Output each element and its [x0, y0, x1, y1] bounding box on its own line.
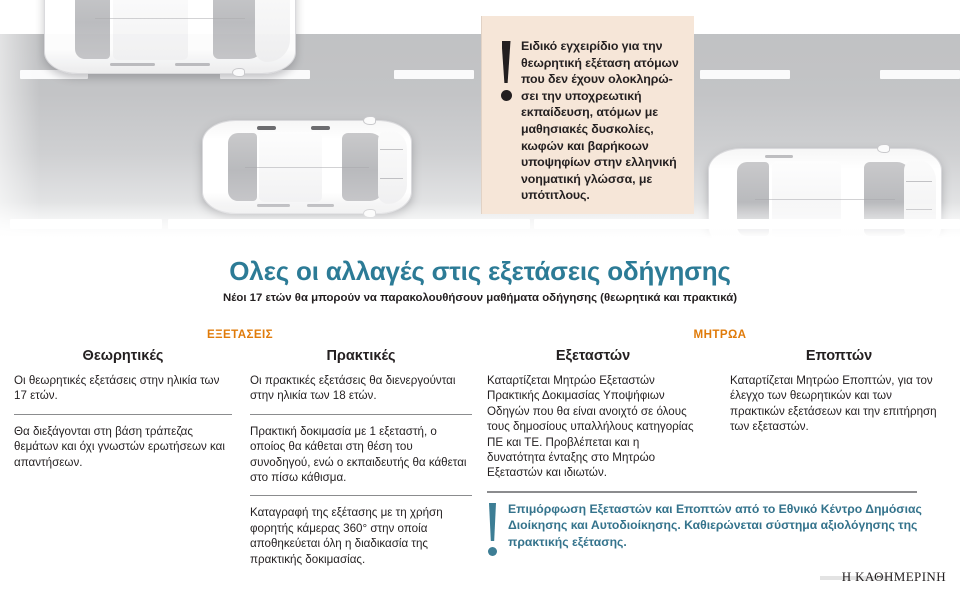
training-callout [487, 501, 927, 556]
car-center-line [245, 167, 370, 168]
exclamation-icon [500, 38, 512, 204]
exclamation-icon [487, 501, 498, 556]
car-door-line [110, 63, 155, 66]
hero-road-illustration [0, 0, 960, 248]
car-hood-line [380, 178, 403, 179]
car-mirror [877, 144, 890, 153]
car-door-line [175, 63, 210, 66]
column-body-examiners [487, 373, 699, 481]
divider [250, 495, 472, 496]
column-body-supervisors [730, 373, 948, 435]
section-label-exams: ΕΞΕΤΑΣΕΙΣ [207, 328, 273, 341]
page-subtitle: Νέοι 17 ετών θα μπορούν να παρακολουθήσουν μαθήματα οδήγησης (θεωρητικά και πρακτικά) [223, 292, 737, 304]
car-hood [255, 0, 290, 62]
car-mirror [232, 68, 245, 77]
page-title: Ολες οι αλλαγές στις εξετάσεις οδήγησης [229, 256, 731, 286]
paragraph: Πρακτική δοκιμασία με 1 εξεταστή, ο οποίος θα κάθεται στη θέση του συνοδηγού, ενώ ο εκπαιδευτής θα κάθεται στο πίσω κάθισμα. [250, 424, 467, 485]
publisher-brand: Η ΚΑΘΗΜΕΡΙΝΗ [841, 569, 946, 584]
car-mirror [363, 116, 376, 125]
training-callout-text: Επιμόρφωση Εξεταστών και Εποπτών από το Εθνικό Κέντρο Δημόσιας Διοίκησης και Αυτοδιοίκησης. Καθιερώνεται σύστημα αξιολόγησης της πρακτικής εξέτασης. [508, 502, 922, 549]
paragraph: Θα διεξάγονται στη βάση τράπεζας θεμάτων και όχι γνωστών ερωτήσεων και απαντήσεων. [14, 424, 225, 469]
road-bottom-fade [0, 202, 960, 248]
lane-dash [880, 70, 960, 79]
car-roof-rail [257, 126, 276, 130]
car-center-line [755, 199, 894, 200]
divider [250, 414, 472, 415]
paragraph: Οι πρακτικές εξετάσεις θα διενεργούνται στην ηλικία των 18 ετών. [250, 374, 456, 403]
car-rear-window [75, 0, 110, 59]
paragraph: Καταρτίζεται Μητρώο Εποπτών, για τον έλεγχο των θεωρητικών και των πρακτικών εξετάσεων και την επιτήρηση των εξεταστών. [730, 374, 937, 434]
column-title-theoretical: Θεωρητικές [82, 348, 164, 364]
column-practical [250, 348, 472, 567]
teal-callout-divider [487, 491, 917, 493]
car-center-line [95, 18, 245, 19]
paragraph: Καταρτίζεται Μητρώο Εξεταστών Πρακτικής Δοκιμασίας Υποψήφιων Οδηγών που θα είναι ανοιχτό σε όλους τους δημοσίους υπαλλήλους κατηγορίας ΠΕ και ΤΕ. Προβλέπεται και η δυνατότητα ένταξης στο Μητρώο Εξεταστών και ιδιωτών. [487, 374, 694, 480]
column-theoretical [14, 348, 232, 470]
column-title-supervisors: Εποπτών [805, 348, 873, 364]
special-manual-callout-text: Ειδικό εγχειρίδιο για την θεωρητική εξέταση ατόμων που δεν έχουν ολοκληρώσει την υποχρεωτική εκπαίδευση, ατόμων με μαθησιακές δυσκολίες, κωφών και βαρήκοων υποψηφίων στην ελληνική νοηματική γλώσσα, με υπότιτλους. [521, 39, 679, 203]
column-title-examiners: Εξεταστών [555, 348, 631, 364]
car-hood-line [906, 181, 932, 182]
car-hood-line [380, 149, 403, 150]
column-body-practical [250, 373, 472, 567]
car-center [202, 120, 412, 214]
paragraph: Καταγραφή της εξέτασης με τη χρήση φορητής κάμερας 360° στην οποία αποθηκεύεται όλη η διαδικασία της πρακτικής δοκιμασίας. [250, 506, 443, 566]
column-supervisors [730, 348, 948, 435]
special-manual-callout [482, 16, 694, 214]
car-hood [378, 130, 407, 204]
column-title-practical: Πρακτικές [326, 348, 396, 364]
car-roof-rail [765, 155, 793, 158]
lane-dash [394, 70, 474, 79]
divider [14, 414, 232, 415]
column-body-theoretical [14, 373, 232, 470]
section-label-registries: ΜΗΤΡΩΑ [693, 328, 747, 341]
car-roof [113, 0, 188, 60]
car-top-left [44, 0, 296, 74]
lane-dash [700, 70, 790, 79]
column-examiners [487, 348, 699, 481]
paragraph: Οι θεωρητικές εξετάσεις στην ηλικία των 17 ετών. [14, 374, 220, 403]
car-roof-rail [311, 126, 330, 130]
